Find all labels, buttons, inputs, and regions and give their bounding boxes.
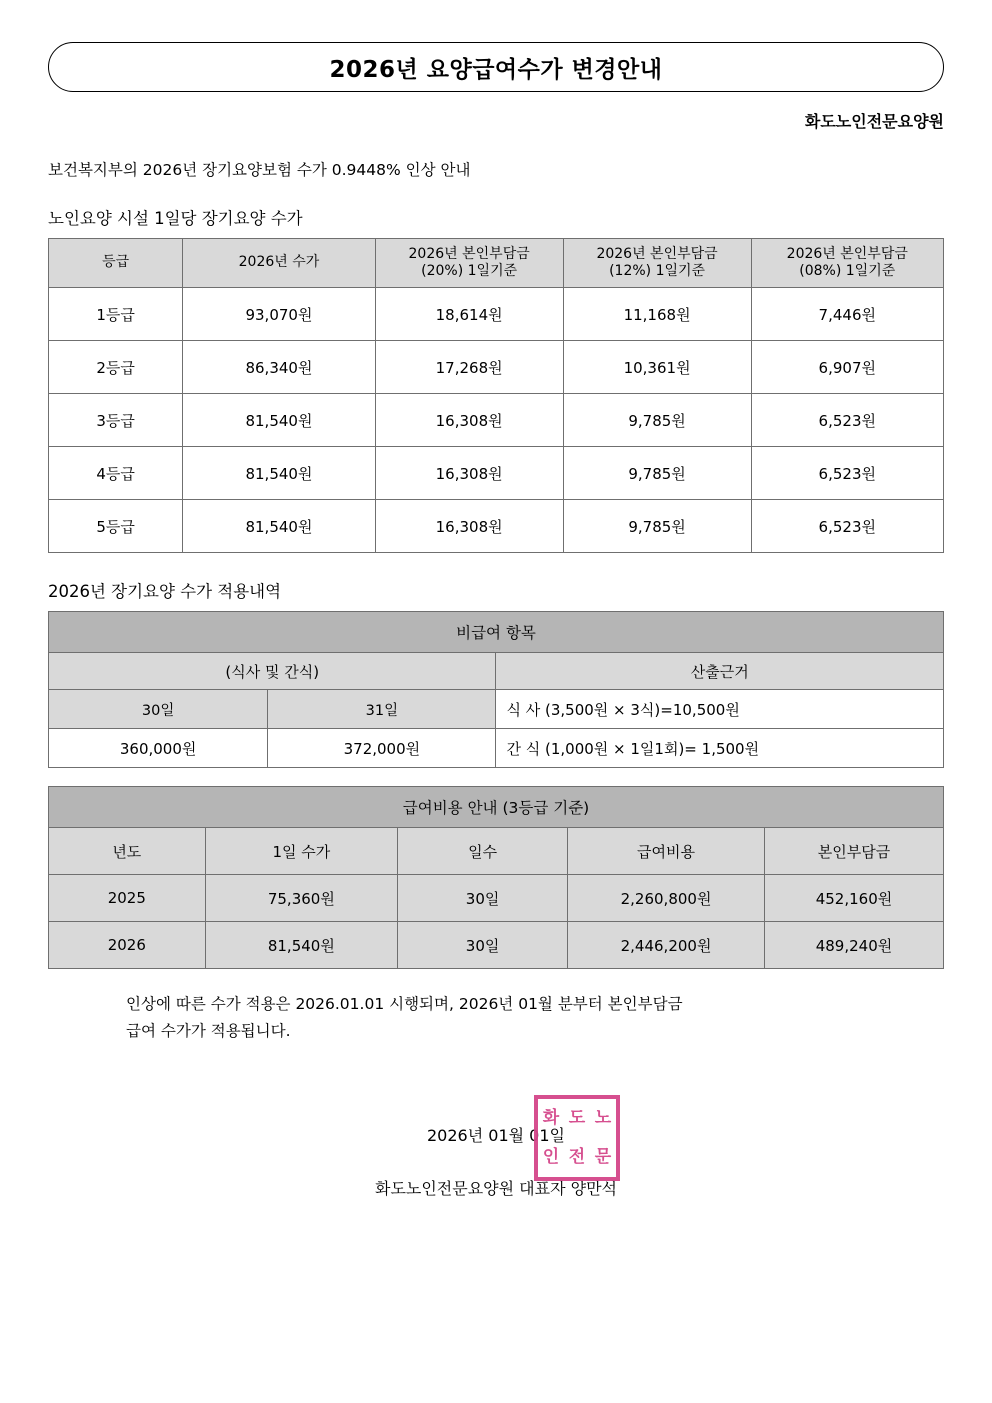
cell-year: 2026 [49,922,206,969]
stamp-char-2: 도 [568,1108,586,1129]
footer-date: 2026년 01월 01일 [427,1126,565,1146]
cell-rate: 81,540원 [183,500,375,553]
header-noncovered: 비급여 항목 [49,612,944,653]
cell-rate: 81,540원 [183,394,375,447]
column-header-copay-08: 2026년 본인부담금 (08%) 1일기준 [751,239,943,288]
table-header-row [49,239,944,288]
column-header-copay: 본인부담금 [764,828,943,875]
cell-daily-rate: 75,360원 [205,875,397,922]
cell-daily-rate: 81,540원 [205,922,397,969]
cell-copay12: 11,168원 [563,288,751,341]
table-row [49,875,944,922]
section-title-rates: 노인요양 시설 1일당 장기요양 수가 [48,209,303,228]
cell-days: 30일 [398,922,568,969]
stamp-char-6: 문 [594,1147,612,1168]
stamp-char-4: 인 [542,1147,560,1168]
table-row [49,394,944,447]
table-header-row [49,787,944,828]
table-row [49,500,944,553]
cell-copay08: 6,523원 [751,447,943,500]
cell-copay08: 7,446원 [751,288,943,341]
cell-rate: 81,540원 [183,447,375,500]
cell-copay: 489,240원 [764,922,943,969]
table-row [49,922,944,969]
cell-copay20: 18,614원 [375,288,563,341]
cell-rate: 93,070원 [183,288,375,341]
column-header-days: 일수 [398,828,568,875]
cell-copay08: 6,523원 [751,394,943,447]
cell-copay20: 16,308원 [375,500,563,553]
document-footer [48,1108,944,1199]
section-title-application: 2026년 장기요양 수가 적용내역 [48,582,282,601]
official-seal-stamp [534,1095,620,1181]
stamp-char-5: 전 [568,1147,586,1168]
document-title-banner [48,42,944,92]
header-30days: 30일 [49,690,268,729]
table-row [49,447,944,500]
header-meals: (식사 및 간식) [49,653,496,690]
cell-calc-meal: 식 사 (3,500원 × 3식)=10,500원 [496,690,944,729]
cell-rate: 86,340원 [183,341,375,394]
cell-copay08: 6,907원 [751,341,943,394]
noncovered-items-table [48,611,944,768]
header-fee-guide: 급여비용 안내 (3등급 기준) [49,787,944,828]
intro-text: 보건복지부의 2026년 장기요양보험 수가 0.9448% 인상 안내 [48,161,471,179]
note-block [126,991,944,1045]
column-header-year: 년도 [49,828,206,875]
cell-grade: 4등급 [49,447,183,500]
cell-copay12: 9,785원 [563,500,751,553]
cell-30days-amount: 360,000원 [49,729,268,768]
cell-grade: 5등급 [49,500,183,553]
header-calculation: 산출근거 [496,653,944,690]
table-row [49,729,944,768]
stamp-char-3: 노 [594,1108,612,1129]
cell-grade: 3등급 [49,394,183,447]
table-row [49,341,944,394]
table-subheader-row [49,653,944,690]
page-title: 2026년 요양급여수가 변경안내 [329,56,663,83]
cell-copay20: 16,308원 [375,447,563,500]
footer-signature: 화도노인전문요양원 대표자 양만석 [374,1179,617,1199]
note-line-1: 인상에 따른 수가 적용은 2026.01.01 시행되며, 2026년 01월 분부터 본인부담금 [126,995,683,1013]
fee-guide-table [48,786,944,969]
column-header-copay-12: 2026년 본인부담금 (12%) 1일기준 [563,239,751,288]
table-subheader-row [49,828,944,875]
cell-grade: 1등급 [49,288,183,341]
cell-copay: 452,160원 [764,875,943,922]
cell-days: 30일 [398,875,568,922]
cell-31days-amount: 372,000원 [268,729,496,768]
column-header-rate: 2026년 수가 [183,239,375,288]
column-header-daily-rate: 1일 수가 [205,828,397,875]
note-line-2: 급여 수가가 적용됩니다. [126,1022,291,1041]
cell-total-fee: 2,260,800원 [568,875,765,922]
table-row [49,288,944,341]
table-row [49,690,944,729]
table-header-row [49,612,944,653]
cell-copay20: 17,268원 [375,341,563,394]
cell-total-fee: 2,446,200원 [568,922,765,969]
column-header-total-fee: 급여비용 [568,828,765,875]
header-31days: 31일 [268,690,496,729]
cell-calc-snack: 간 식 (1,000원 × 1일1회)= 1,500원 [496,729,944,768]
cell-grade: 2등급 [49,341,183,394]
cell-copay08: 6,523원 [751,500,943,553]
column-header-grade: 등급 [49,239,183,288]
cell-copay20: 16,308원 [375,394,563,447]
rate-table [48,238,944,553]
cell-copay12: 9,785원 [563,394,751,447]
cell-copay12: 10,361원 [563,341,751,394]
cell-year: 2025 [49,875,206,922]
cell-copay12: 9,785원 [563,447,751,500]
organization-name: 화도노인전문요양원 [804,112,944,131]
column-header-copay-20: 2026년 본인부담금 (20%) 1일기준 [375,239,563,288]
stamp-char-1: 화 [542,1108,560,1129]
